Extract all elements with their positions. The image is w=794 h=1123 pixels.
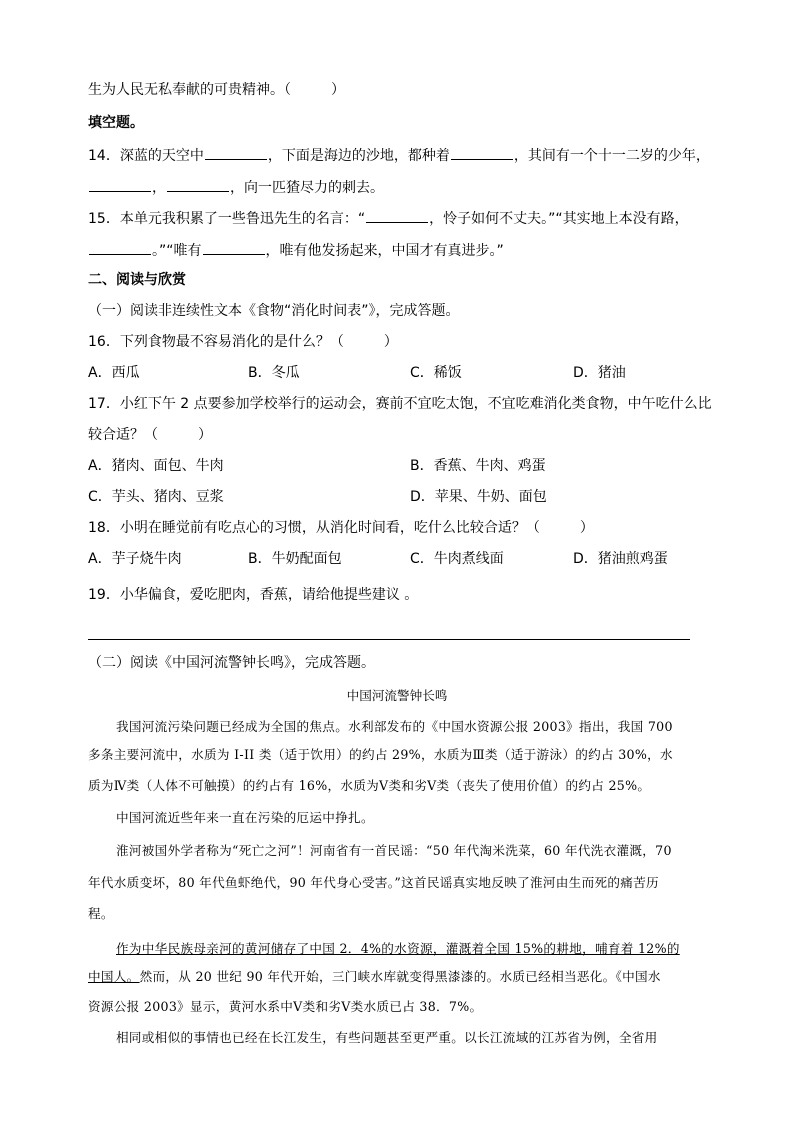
- option-c[interactable]: C．稀饭: [410, 365, 462, 381]
- question-14: [88, 145, 710, 166]
- q15-text-d: ，唯有他发扬起来，中国才有真进步。”: [265, 243, 504, 259]
- blank-field[interactable]: [205, 145, 267, 160]
- blank-field[interactable]: [366, 208, 428, 223]
- q18-close: ）: [579, 520, 594, 536]
- option-c[interactable]: C．牛肉煮线面: [410, 551, 504, 567]
- option-b[interactable]: B．牛奶配面包: [248, 551, 342, 567]
- option-a[interactable]: A．西瓜: [88, 365, 140, 381]
- question-15-cont: [88, 240, 504, 261]
- q14-text-b: ，下面是海边的沙地，都种着: [267, 148, 450, 164]
- q17-close: ）: [198, 427, 212, 443]
- question-14-cont: [88, 177, 384, 198]
- q14-text-e: ，向一匹猹尽力的刺去。: [230, 180, 384, 196]
- q17-stem2: 较合适？（: [88, 427, 158, 443]
- question-17-cont: [88, 425, 212, 445]
- question-19: 19．小华偏食，爱吃肥肉，香蕉，请给他提些建议 。: [88, 587, 419, 603]
- article-title: 中国河流警钟长鸣: [346, 688, 448, 703]
- option-d[interactable]: D．苹果、牛奶、面包: [410, 489, 547, 505]
- article-p3-line3: 程。: [88, 906, 114, 921]
- article-p4-line2: [88, 967, 661, 987]
- q14-text-c: ，其间有一个十一二岁的少年，: [513, 148, 710, 164]
- q16-stem: 16．下列食物最不容易消化的是什么？（: [88, 334, 344, 350]
- blank-field[interactable]: [203, 240, 265, 255]
- option-c[interactable]: C．芋头、猪肉、豆浆: [88, 489, 224, 505]
- answer-line[interactable]: [88, 639, 690, 640]
- option-a[interactable]: A．芋子烧牛肉: [88, 551, 182, 567]
- article-p3-line1: 淮河被国外学者称为“死亡之河”！河南省有一首民谣：“50 年代淘米洗菜，60 年代洗衣灌溉，70: [116, 843, 672, 858]
- article-p4-rest: 然而，从 20 世纪 90 年代开始，三门峡水库就变得黑漆漆的。水质已经相当恶化。《中国水: [139, 969, 661, 984]
- fill-in-heading: 填空题。: [88, 115, 144, 131]
- q15-text-a: 15．本单元我积累了一些鲁迅先生的名言：“: [88, 211, 366, 227]
- option-d[interactable]: D．猪油: [573, 365, 626, 381]
- option-d[interactable]: D．猪油煎鸡蛋: [573, 551, 668, 567]
- option-a[interactable]: A．猪肉、面包、牛肉: [88, 458, 224, 474]
- blank-field[interactable]: [89, 240, 151, 255]
- q16-close: ）: [383, 334, 398, 350]
- option-b[interactable]: B．香蕉、牛肉、鸡蛋: [410, 458, 546, 474]
- option-b[interactable]: B．冬瓜: [248, 365, 300, 381]
- article-p4-line3: 资源公报 2003》显示，黄河水系中Ⅴ类和劣Ⅴ类水质已占 38．7%。: [88, 999, 483, 1014]
- question-18: [88, 518, 594, 538]
- article-p4-line1: [116, 939, 680, 959]
- blank-field[interactable]: [451, 145, 513, 160]
- q18-stem: 18．小明在睡觉前有吃点心的习惯，从消化时间看，吃什么比较合适？（: [88, 520, 540, 536]
- question-16: [88, 332, 398, 352]
- article-p1-line3: 质为Ⅳ类（人体不可触摸）的约占有 16%，水质为Ⅴ类和劣Ⅴ类（丧失了使用价值）的约占 25%。: [88, 778, 651, 793]
- q14-text-a: 14．深蓝的天空中: [88, 148, 204, 164]
- blank-field[interactable]: [167, 177, 229, 192]
- question-15: [88, 208, 689, 229]
- text-line: [88, 80, 345, 100]
- section-heading: 二、阅读与欣赏: [88, 272, 186, 288]
- article-p2: 中国河流近些年来一直在污染的厄运中挣扎。: [116, 810, 374, 825]
- q14-text-d: ，: [152, 180, 166, 196]
- article-p1-line1: 我国河流污染问题已经成为全国的焦点。水利部发布的《中国水资源公报 2003》指出，我国 700: [116, 719, 673, 734]
- underlined-sentence-end: 中国人。: [88, 969, 140, 984]
- q15-text-c: 。”“唯有: [152, 243, 202, 259]
- article-p1-line2: 多条主要河流中，水质为 I-II 类（适于饮用）的约占 29%，水质为Ⅲ类（适于游泳）的约占 30%，水: [88, 747, 673, 762]
- part-1-intro: （一）阅读非连续性文本《食物“消化时间表”》，完成答题。: [88, 303, 460, 319]
- article-p3-line2: 年代水质变坏，80 年代鱼虾绝代，90 年代身心受害。”这首民谣真实地反映了淮河由生而死的痛苦历: [88, 875, 659, 890]
- part-2-intro: （二）阅读《中国河流警钟长鸣》，完成答题。: [88, 655, 375, 671]
- q15-text-b: ，怜子如何不丈夫。”“其实地上本没有路，: [429, 211, 689, 227]
- answer-text: 生为人民无私奉献的可贵精神。（: [88, 82, 291, 98]
- answer-paren-close: ）: [331, 82, 345, 98]
- article-p5: 相同或相似的事情也已经在长江发生，有些问题甚至更严重。以长江流域的江苏省为例，全省用: [116, 1030, 658, 1045]
- question-17: 17．小红下午 2 点要参加学校举行的运动会，赛前不宜吃太饱，不宜吃难消化类食物，中午吃什么比: [88, 396, 712, 412]
- underlined-sentence: 作为中华民族母亲河的黄河储存了中国 2．4%的水资源，灌溉着全国 15%的耕地，哺育着 12%的: [116, 941, 680, 956]
- blank-field[interactable]: [89, 177, 151, 192]
